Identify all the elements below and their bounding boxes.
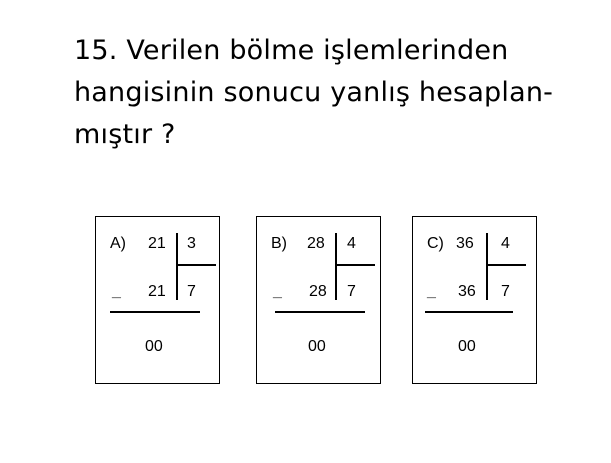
question-line-3: mıştır ? — [74, 119, 176, 150]
option-b-dividend: 28 — [307, 235, 325, 252]
subtraction-line — [275, 311, 365, 313]
division-vertical-line — [486, 233, 488, 300]
option-c-box[interactable] — [412, 216, 537, 384]
question-text — [74, 30, 594, 156]
option-b-box[interactable] — [256, 216, 381, 384]
option-b-product: 28 — [309, 283, 327, 300]
option-b-label: B) — [271, 235, 287, 252]
option-c-minus-sign: _ — [427, 283, 436, 300]
option-b-divisor: 4 — [347, 235, 356, 252]
division-horizontal-line — [335, 264, 375, 266]
option-a-label: A) — [110, 235, 126, 252]
option-c-dividend: 36 — [456, 235, 474, 252]
option-c-remainder: 00 — [458, 338, 476, 355]
subtraction-line — [425, 311, 513, 313]
option-b-minus-sign: _ — [273, 283, 282, 300]
option-a-remainder: 00 — [145, 338, 163, 355]
option-a-minus-sign: _ — [112, 283, 121, 300]
division-vertical-line — [335, 233, 337, 300]
option-a-quotient: 7 — [187, 283, 196, 300]
option-c-label: C) — [427, 235, 444, 252]
division-horizontal-line — [176, 264, 216, 266]
division-horizontal-line — [486, 264, 526, 266]
question-line-1: 15. Verilen bölme işlemlerinden — [74, 35, 509, 66]
option-b-quotient: 7 — [347, 283, 356, 300]
option-a-divisor: 3 — [187, 235, 196, 252]
question-line-2: hangisinin sonucu yanlış hesaplan- — [74, 77, 554, 108]
subtraction-line — [110, 311, 200, 313]
option-c-divisor: 4 — [501, 235, 510, 252]
option-a-product: 21 — [148, 283, 166, 300]
option-a-box[interactable] — [95, 216, 220, 384]
option-b-remainder: 00 — [308, 338, 326, 355]
option-c-product: 36 — [458, 283, 476, 300]
option-c-quotient: 7 — [501, 283, 510, 300]
option-a-dividend: 21 — [148, 235, 166, 252]
division-vertical-line — [176, 233, 178, 300]
